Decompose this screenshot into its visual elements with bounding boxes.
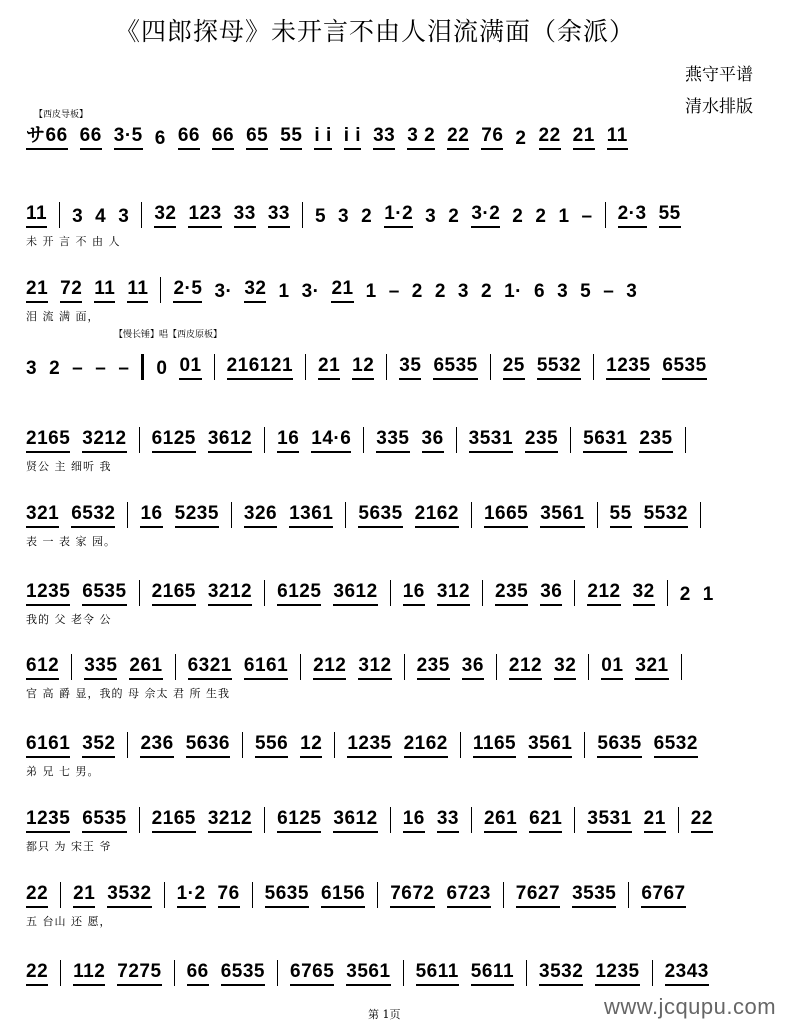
note-group: 66 [80, 125, 102, 150]
note-group: 3 [425, 206, 437, 227]
note-group: 6535 [662, 355, 706, 380]
lyric-line: 表 一 表 家 园。 [26, 535, 116, 548]
note-group: 6532 [654, 733, 698, 758]
note-group: – [95, 358, 107, 379]
note-group: 25 [503, 355, 525, 380]
bar-line [526, 960, 527, 986]
note-group: 33 [234, 203, 256, 228]
note-group: 2 [361, 206, 373, 227]
bar-line [460, 732, 461, 758]
note-group: 235 [417, 655, 450, 680]
credit-score: 燕守平谱 [685, 65, 753, 85]
note-group: 5635 [358, 503, 402, 528]
note-group: 22 [26, 961, 48, 986]
lyric-line: 贤公 主 细听 我 [26, 460, 112, 473]
note-group: 66 [212, 125, 234, 150]
note-group: – [581, 206, 593, 227]
note-group: 6723 [447, 883, 491, 908]
bar-line [628, 882, 629, 908]
bar-line [386, 354, 387, 380]
note-group: 5611 [471, 961, 514, 986]
note-group: 36 [462, 655, 484, 680]
bar-line [71, 654, 72, 680]
note-group: 32 [244, 278, 266, 303]
note-group: 1·2 [177, 883, 206, 908]
bar-line [700, 502, 701, 528]
note-group: 6535 [82, 581, 126, 606]
note-group: i i [344, 125, 361, 150]
note-group: 2 [49, 358, 61, 379]
note-group: 216121 [227, 355, 293, 380]
note-group: 212 [587, 581, 620, 606]
bar-line [471, 502, 472, 528]
note-group: 6161 [244, 655, 288, 680]
lyric-line: 都只 为 宋王 爷 [26, 840, 112, 853]
note-group: 2 [679, 584, 691, 605]
note-group: 312 [358, 655, 391, 680]
bar-line [264, 580, 265, 606]
note-group: 7275 [117, 961, 161, 986]
note-group: 6125 [277, 581, 321, 606]
bar-line [139, 807, 140, 833]
note-group: 235 [495, 581, 528, 606]
bar-line [231, 502, 232, 528]
note-group: 7672 [390, 883, 434, 908]
note-group: 352 [82, 733, 115, 758]
bar-line [242, 732, 243, 758]
bar-line [60, 882, 61, 908]
note-group: 21 [331, 278, 353, 303]
note-group: 1 [278, 281, 290, 302]
bar-line [174, 960, 175, 986]
note-group: 21 [318, 355, 340, 380]
note-group: 6 [533, 281, 546, 302]
score-row [26, 652, 766, 712]
note-group: 2 [512, 206, 524, 227]
note-group: 2165 [152, 581, 196, 606]
note-group: 11 [26, 203, 47, 228]
bar-line [277, 960, 278, 986]
bar-line [59, 202, 60, 228]
bar-line [390, 580, 391, 606]
notation-line [26, 500, 701, 528]
note-group: – [603, 281, 615, 302]
note-group: 2·5 [173, 278, 202, 303]
note-group: 1235 [26, 808, 70, 833]
note-group: 36 [422, 428, 444, 453]
note-group: 32 [154, 203, 176, 228]
note-group: 21 [73, 883, 95, 908]
score-row [26, 352, 766, 412]
note-group: 3 2 [407, 125, 435, 150]
note-group: 3212 [208, 581, 252, 606]
notation-line [26, 730, 698, 758]
note-group: 2165 [152, 808, 196, 833]
note-group: 22 [691, 808, 713, 833]
note-group: 6161 [26, 733, 70, 758]
note-group: 3612 [333, 581, 377, 606]
note-group: 3 [118, 206, 130, 227]
note-group: 12 [352, 355, 374, 380]
note-group: 22 [447, 125, 469, 150]
bar-line [574, 580, 575, 606]
bar-line [490, 354, 491, 380]
note-group: 22 [26, 883, 48, 908]
note-group: 2162 [415, 503, 459, 528]
note-group: 72 [60, 278, 82, 303]
note-group: 35 [399, 355, 421, 380]
score-row [26, 880, 766, 940]
note-group: 3561 [540, 503, 584, 528]
bar-line [403, 960, 404, 986]
note-group: 01 [179, 355, 201, 380]
note-group: 36 [540, 581, 562, 606]
bar-line [164, 882, 165, 908]
bar-line [681, 654, 682, 680]
notation-line [26, 805, 713, 833]
note-group: 01 [601, 655, 623, 680]
notation-line [26, 200, 681, 228]
bar-line [139, 580, 140, 606]
notation-line [26, 352, 707, 380]
score-row [26, 730, 766, 790]
note-group: 335 [84, 655, 117, 680]
note-group: 3212 [208, 808, 252, 833]
note-group: 3· [214, 281, 233, 302]
note-group: 6532 [71, 503, 115, 528]
note-group: 3 [557, 281, 569, 302]
lyric-line: 弟 兄 七 男。 [26, 765, 100, 778]
note-group: 1· [504, 281, 522, 302]
note-group: 212 [313, 655, 346, 680]
bar-line [574, 807, 575, 833]
score-row [26, 425, 766, 485]
note-group: 2343 [665, 961, 709, 986]
note-group: 123 [188, 203, 221, 228]
note-group: 21 [26, 278, 48, 303]
note-group: 5235 [175, 503, 219, 528]
note-group: 12 [300, 733, 322, 758]
note-group: 6767 [641, 883, 685, 908]
note-group: 326 [244, 503, 277, 528]
bar-line [305, 354, 306, 380]
note-group: 1 [558, 206, 570, 227]
note-group: 76 [218, 883, 240, 908]
lyric-line: 五 台山 还 愿， [26, 915, 112, 928]
note-group: 3·5 [114, 125, 143, 150]
bar-line [667, 580, 668, 606]
note-group: 3561 [346, 961, 390, 986]
note-group: 11 [94, 278, 115, 303]
note-group: 112 [73, 961, 105, 986]
bar-line [175, 654, 176, 680]
note-group: 4 [95, 206, 107, 227]
notation-line [26, 425, 686, 453]
note-group: サ66 [26, 120, 68, 150]
note-group: 6 [154, 128, 166, 149]
bar-line [127, 732, 128, 758]
notation-line [26, 122, 628, 150]
bar-line [496, 654, 497, 680]
note-group: 3212 [82, 428, 126, 453]
note-group: 3535 [572, 883, 616, 908]
note-group: 3 [26, 358, 38, 379]
note-group: 66 [178, 125, 200, 150]
note-group: 2 [411, 281, 423, 302]
note-group: 235 [639, 428, 672, 453]
note-group: 556 [255, 733, 288, 758]
notation-line [26, 578, 714, 606]
note-group: 7627 [516, 883, 560, 908]
bar-line [584, 732, 585, 758]
note-group: 5631 [583, 428, 627, 453]
note-group: 3·2 [471, 203, 500, 228]
note-group: 1235 [595, 961, 639, 986]
bar-line [482, 580, 483, 606]
note-group: 2 [515, 128, 527, 149]
bar-line [593, 354, 594, 380]
note-group: 3532 [539, 961, 583, 986]
note-group: 16 [403, 808, 425, 833]
bar-line [570, 427, 571, 453]
bar-line [456, 427, 457, 453]
note-group: 3531 [587, 808, 631, 833]
bar-line [345, 502, 346, 528]
note-group: 6156 [321, 883, 365, 908]
note-group: 1235 [606, 355, 650, 380]
note-group: – [72, 358, 84, 379]
bar-line [160, 277, 161, 303]
note-group: – [118, 358, 130, 379]
note-group: 235 [525, 428, 558, 453]
score-row [26, 200, 766, 260]
bar-line [390, 807, 391, 833]
note-group: 33 [268, 203, 290, 228]
note-group: 76 [481, 125, 503, 150]
page-number: 第 1页 [368, 1008, 401, 1021]
note-group: 3612 [208, 428, 252, 453]
note-group: 32 [554, 655, 576, 680]
bar-line [60, 960, 61, 986]
bar-line [363, 427, 364, 453]
score-row [26, 122, 766, 182]
note-group: 1235 [26, 581, 70, 606]
note-group: 2·3 [618, 203, 647, 228]
note-group: 6125 [152, 428, 196, 453]
note-group: 1·2 [384, 203, 413, 228]
score-row [26, 578, 766, 638]
note-group: 321 [635, 655, 668, 680]
note-group: 2 [448, 206, 460, 227]
lyric-line: 我的 父 老令 公 [26, 613, 112, 626]
note-group: 3531 [469, 428, 513, 453]
note-group: 5636 [186, 733, 230, 758]
bar-line [605, 202, 606, 228]
bar-line [652, 960, 653, 986]
note-group: 66 [187, 961, 209, 986]
note-group: 16 [403, 581, 425, 606]
note-group: 2 [434, 281, 446, 302]
bar-line [588, 654, 589, 680]
note-group: 14·6 [311, 428, 351, 453]
note-group: 3 [72, 206, 84, 227]
lyric-line: 未 开 言 不 由 人 [26, 235, 121, 248]
bar-line [141, 202, 142, 228]
bar-line [139, 427, 140, 453]
note-group: 1 [365, 281, 377, 302]
note-group: 3 [338, 206, 350, 227]
note-group: 5635 [597, 733, 641, 758]
note-group: 11 [607, 125, 628, 150]
notation-line [26, 880, 686, 908]
bar-line [300, 654, 301, 680]
tag-xipi-daoban: 【西皮导板】 [34, 110, 89, 120]
note-group: 3532 [107, 883, 151, 908]
note-group: 1165 [473, 733, 516, 758]
note-group: 22 [539, 125, 561, 150]
note-group: 0 [156, 358, 168, 379]
note-group: 212 [509, 655, 542, 680]
note-group: 335 [376, 428, 409, 453]
bar-line [377, 882, 378, 908]
bar-line [678, 807, 679, 833]
note-group: 6321 [188, 655, 232, 680]
note-group: 621 [529, 808, 562, 833]
tag-man-changchui: 【慢长锤】唱【西皮原板】 [114, 330, 223, 340]
note-group: 3561 [528, 733, 572, 758]
note-group: 6535 [221, 961, 265, 986]
note-group: 55 [659, 203, 681, 228]
notation-line [26, 652, 682, 680]
note-group: 5 [580, 281, 592, 302]
note-group: 11 [127, 278, 148, 303]
note-group: 33 [437, 808, 459, 833]
notation-line [26, 275, 637, 303]
note-group: 612 [26, 655, 59, 680]
credit-layout: 清水排版 [685, 97, 753, 117]
bar-line [302, 202, 303, 228]
note-group: 236 [140, 733, 173, 758]
note-group: 2165 [26, 428, 70, 453]
note-group: 3· [301, 281, 320, 302]
score-row [26, 500, 766, 560]
note-group: 33 [373, 125, 395, 150]
note-group: 32 [633, 581, 655, 606]
note-group: 3 [457, 281, 469, 302]
note-group: 5532 [537, 355, 581, 380]
lyric-line: 泪 流 满 面， [26, 310, 100, 323]
note-group: 1665 [484, 503, 528, 528]
note-group: 21 [573, 125, 595, 150]
note-group: 6125 [277, 808, 321, 833]
note-group: i i [314, 125, 331, 150]
note-group: 1361 [289, 503, 333, 528]
note-group: 6535 [82, 808, 126, 833]
note-group: 3612 [333, 808, 377, 833]
notation-line [26, 958, 709, 986]
bar-line [252, 882, 253, 908]
note-group: 16 [140, 503, 162, 528]
note-group: 1 [702, 584, 714, 605]
note-group: 1235 [347, 733, 391, 758]
note-group: 6765 [290, 961, 334, 986]
page-title: 《四郎探母》未开言不由人泪流满面（余派） [115, 17, 636, 46]
note-group: 321 [26, 503, 59, 528]
note-group: 55 [280, 125, 302, 150]
note-group: 5635 [265, 883, 309, 908]
bar-line [334, 732, 335, 758]
bar-line [264, 807, 265, 833]
bar-line [404, 654, 405, 680]
site-watermark: www.jcqupu.com [604, 994, 777, 1019]
note-group: 2 [535, 206, 547, 227]
note-group: 5532 [644, 503, 688, 528]
note-group: 65 [246, 125, 268, 150]
note-group: 5611 [416, 961, 459, 986]
note-group: – [388, 281, 400, 302]
bar-line [685, 427, 686, 453]
score-row [26, 805, 766, 865]
note-group: 2162 [404, 733, 448, 758]
score-row [26, 275, 766, 335]
bar-line [141, 354, 144, 380]
note-group: 55 [610, 503, 632, 528]
note-group: 2 [481, 281, 493, 302]
bar-line [597, 502, 598, 528]
note-group: 312 [437, 581, 470, 606]
lyric-line: 官 高 爵 显，我的 母 佘太 君 所 生我 [26, 687, 230, 700]
note-group: 6535 [433, 355, 477, 380]
note-group: 261 [484, 808, 517, 833]
bar-line [264, 427, 265, 453]
bar-line [214, 354, 215, 380]
bar-line [127, 502, 128, 528]
note-group: 5 [314, 206, 327, 227]
note-group: 3 [626, 281, 638, 302]
note-group: 21 [644, 808, 666, 833]
note-group: 261 [129, 655, 162, 680]
note-group: 16 [277, 428, 299, 453]
bar-line [471, 807, 472, 833]
bar-line [503, 882, 504, 908]
